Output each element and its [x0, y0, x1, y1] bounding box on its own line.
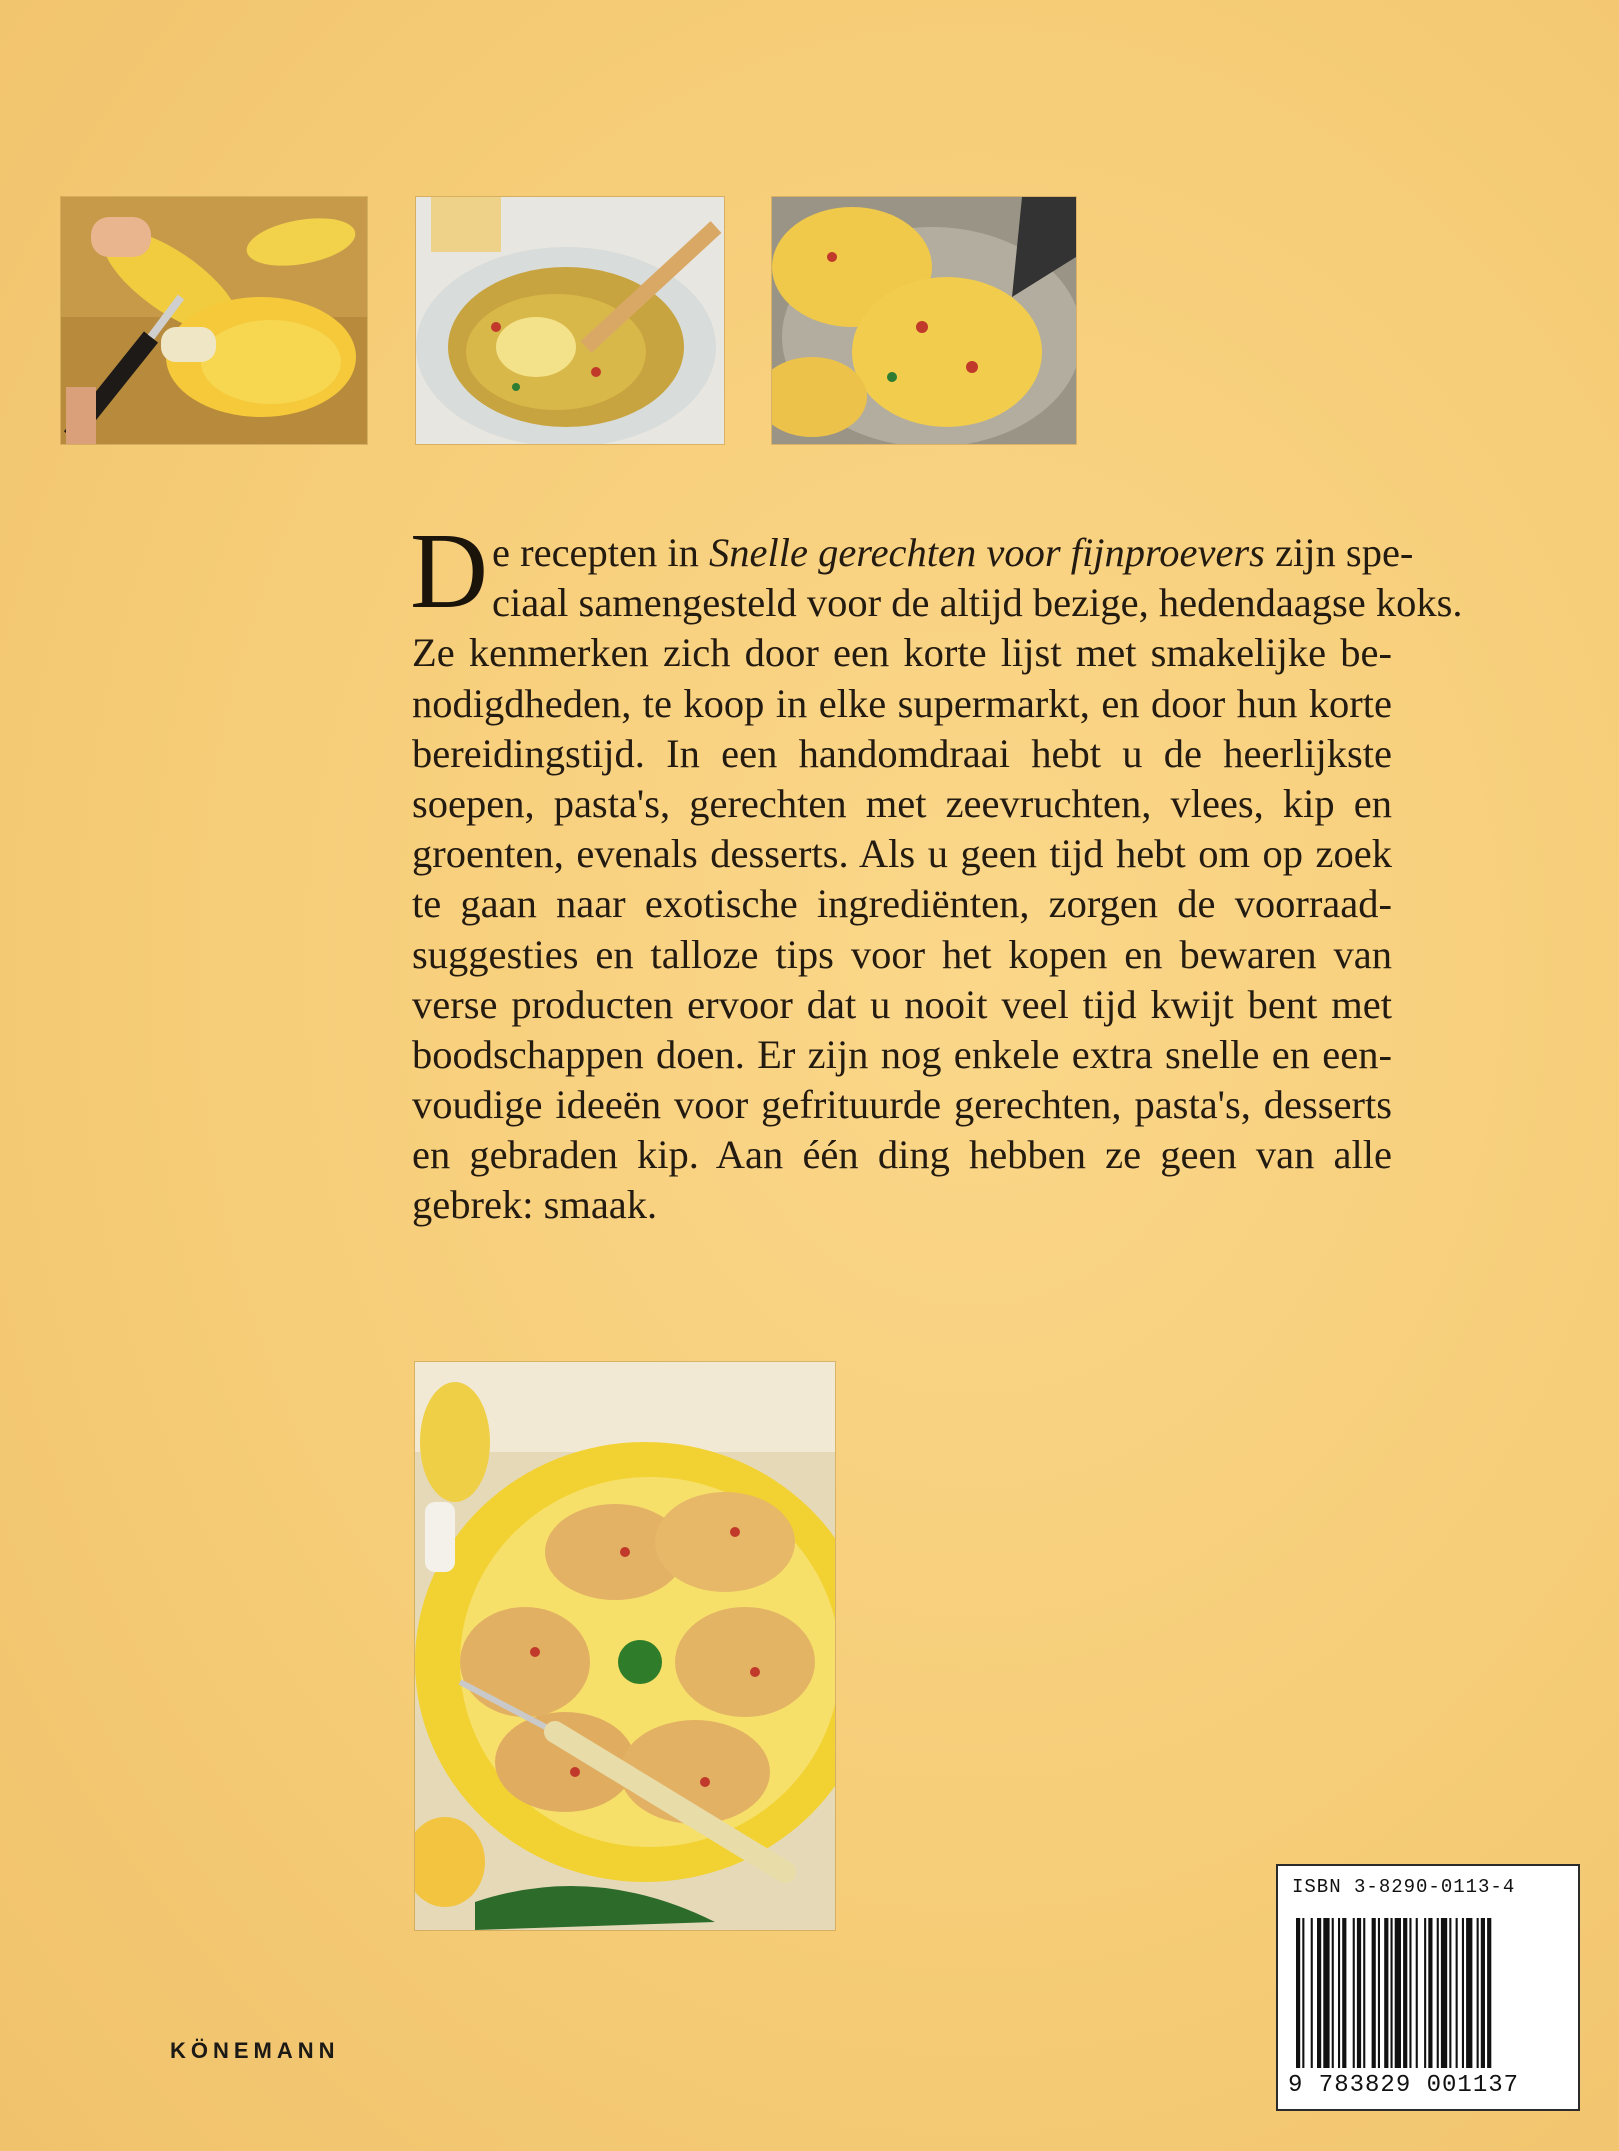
- barcode-bar: [1409, 1918, 1411, 2068]
- blurb-line: bereidingstijd. In een handomdraai hebt u de heerlijkste: [412, 730, 1392, 776]
- barcode-bar: [1456, 1918, 1458, 2068]
- barcode-bar: [1416, 1918, 1418, 2068]
- barcode-bar: [1311, 1918, 1313, 2068]
- barcode-bar: [1403, 1918, 1407, 2068]
- barcode-bar: [1378, 1918, 1380, 2068]
- isbn-barcode: [1276, 1864, 1580, 2111]
- barcode-bar: [1428, 1918, 1432, 2068]
- isbn-text: ISBN 3-8290-0113-4: [1292, 1876, 1516, 1898]
- barcode-bar: [1357, 1918, 1361, 2068]
- blurb-line: [412, 528, 1414, 578]
- blurb-line: boodschappen doen. Er zijn nog enkele extra snelle en een-: [412, 1031, 1392, 1077]
- blurb-line-1-end: zijn spe-: [1264, 530, 1414, 575]
- barcode-bar: [1353, 1918, 1355, 2068]
- barcode-bars: [1296, 1918, 1564, 2068]
- frying-fritters-photo: [772, 197, 1076, 444]
- barcode-bar: [1449, 1918, 1451, 2068]
- barcode-bar: [1372, 1918, 1376, 2068]
- barcode-bar: [1363, 1918, 1365, 2068]
- blurb-line: verse producten ervoor dat u nooit veel tijd kwijt bent met: [412, 981, 1392, 1027]
- book-title: Snelle gerechten voor fijnproevers: [709, 530, 1265, 575]
- mixing-bowl-photo: [416, 197, 724, 444]
- barcode-bar: [1323, 1918, 1329, 2068]
- barcode-bar: [1302, 1918, 1304, 2068]
- blurb-line: soepen, pasta's, gerechten met zeevruchten, vlees, kip en: [412, 780, 1392, 826]
- barcode-bar: [1342, 1918, 1346, 2068]
- corn-cut-photo: [61, 197, 367, 444]
- barcode-bar: [1395, 1918, 1401, 2068]
- barcode-bar: [1332, 1918, 1334, 2068]
- barcode-bar: [1441, 1918, 1447, 2068]
- ean-number: 9 783829 001137: [1288, 2072, 1520, 2099]
- blurb-line: voudige ideeën voor gefrituurde gerechten, pasta's, desserts: [412, 1082, 1392, 1128]
- barcode-bar: [1487, 1918, 1491, 2068]
- dropcap: D: [410, 512, 488, 631]
- blurb-line: nodigdheden, te koop in elke supermarkt, en door hun korte: [412, 680, 1392, 726]
- barcode-bar: [1481, 1918, 1485, 2068]
- barcode-bar: [1462, 1918, 1464, 2068]
- barcode-bar: [1424, 1918, 1426, 2068]
- blurb-line: en gebraden kip. Aan één ding hebben ze geen van alle: [412, 1132, 1392, 1178]
- blurb-line: suggesties en talloze tips voor het kopen en bewaren van: [412, 931, 1392, 977]
- barcode-bar: [1466, 1918, 1472, 2068]
- blurb-line: te gaan naar exotische ingrediënten, zorgen de voorraad-: [412, 881, 1392, 927]
- barcode-bar: [1477, 1918, 1479, 2068]
- blurb-line: groenten, evenals desserts. Als u geen tijd hebt om op zoek: [412, 831, 1392, 877]
- barcode-bar: [1296, 1918, 1300, 2068]
- publisher-name: KÖNEMANN: [170, 2038, 340, 2063]
- blurb-line: gebrek: smaak.: [412, 1182, 658, 1228]
- barcode-bar: [1317, 1918, 1321, 2068]
- barcode-bar: [1338, 1918, 1340, 2068]
- blurb-line: Ze kenmerken zich door een korte lijst met smakelijke be-: [412, 630, 1392, 676]
- blurb-line: ciaal samengesteld voor de altijd bezige, hedendaagse koks.: [492, 580, 1463, 626]
- barcode-bar: [1391, 1918, 1393, 2068]
- barcode-bar: [1437, 1918, 1439, 2068]
- blurb-line-1-start: e recepten in: [492, 530, 709, 575]
- blurb-text: [410, 512, 1463, 1231]
- corn-fritters-plate-photo: [415, 1362, 835, 1930]
- barcode-bar: [1384, 1918, 1388, 2068]
